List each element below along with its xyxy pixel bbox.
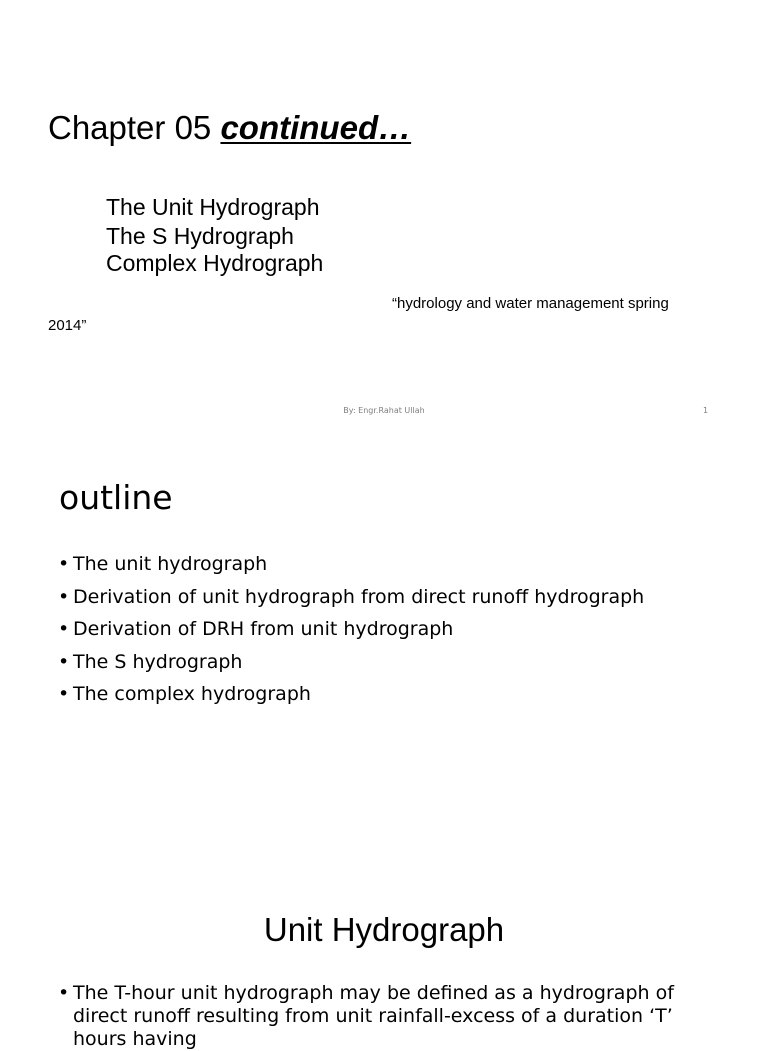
unit-hydrograph-definition (58, 982, 718, 1051)
bullet-icon: • (58, 585, 70, 608)
footer-author: By: Engr.Rahat Ullah (343, 406, 425, 415)
slide-title (0, 0, 768, 432)
bullet-icon: • (58, 553, 70, 575)
bullet-text: Derivation of unit hydrograph from direct runoff hydrograph (73, 585, 645, 608)
list-item (58, 548, 644, 581)
bullet-icon: • (58, 982, 70, 1004)
outline-bullet-list (58, 548, 644, 711)
definition-text: The T-hour unit hydrograph may be defined as a hydrograph of direct runoff resulting from unit rainfall-excess of a duration ‘T’ hours having (73, 982, 674, 1050)
list-item (58, 678, 644, 711)
bullet-text: Derivation of DRH from unit hydrograph (73, 618, 454, 640)
bullet-icon: • (58, 618, 70, 640)
list-item (58, 646, 644, 679)
list-item (58, 581, 644, 614)
slide-outline (0, 432, 768, 864)
topic-complex-hydrograph: Complex Hydrograph (106, 250, 324, 276)
slide-unit-hydrograph (0, 864, 768, 1050)
bullet-text: The S hydrograph (73, 650, 243, 673)
bullet-icon: • (58, 683, 70, 705)
course-name-line1: “hydrology and water management spring (392, 295, 669, 312)
topic-unit-hydrograph: The Unit Hydrograph (106, 194, 320, 220)
list-item (58, 613, 644, 646)
page-number: 1 (703, 406, 709, 415)
outline-title: outline (59, 478, 173, 517)
chapter-title-prefix: Chapter 05 (48, 109, 221, 146)
course-name-line2: 2014” (48, 317, 87, 334)
unit-hydrograph-title: Unit Hydrograph (263, 911, 505, 948)
bullet-icon: • (58, 650, 70, 673)
topic-s-hydrograph: The S Hydrograph (106, 223, 294, 249)
topic-list (106, 193, 323, 278)
chapter-title (48, 108, 411, 148)
chapter-title-emphasis: continued… (220, 109, 412, 146)
bullet-text: The unit hydrograph (73, 553, 268, 575)
bullet-text: The complex hydrograph (73, 683, 311, 705)
